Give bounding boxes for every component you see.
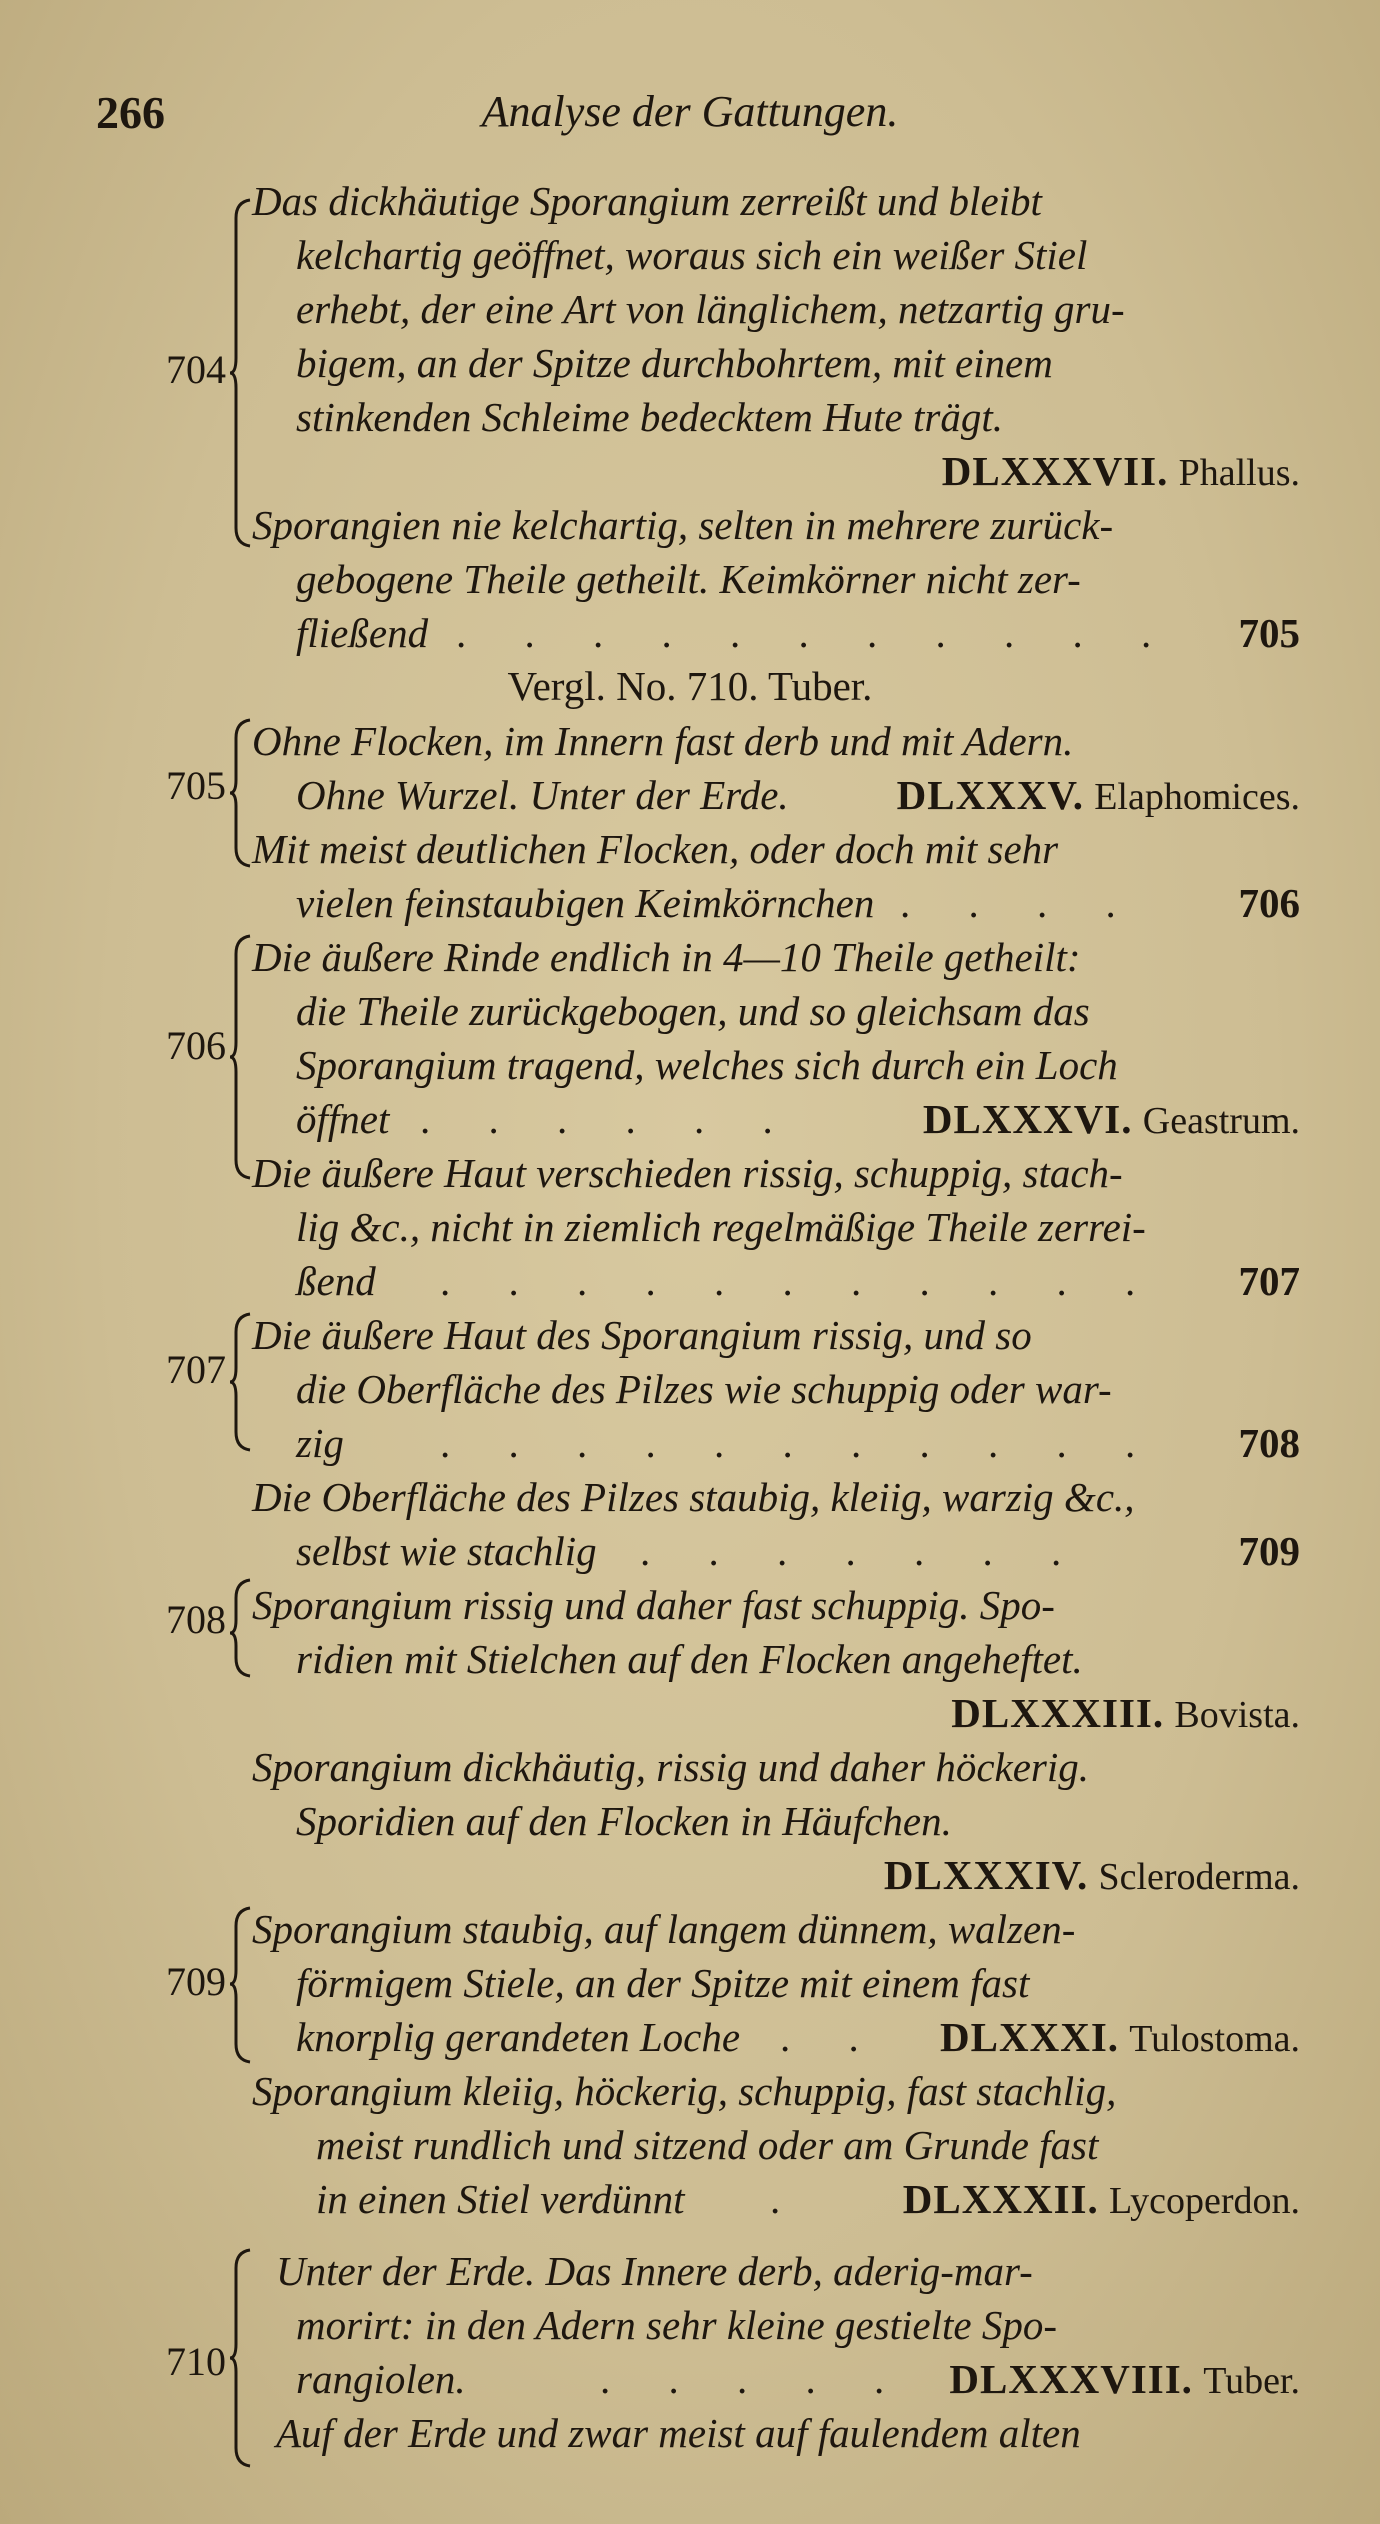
text-line: Mit meist deutlichen Flocken, oder doch mit sehr	[252, 826, 1059, 872]
text-line: stinkenden Schleime bedecktem Hute trägt.	[296, 394, 1003, 440]
text-line: Ohne Wurzel. Unter der Erde.	[296, 772, 789, 818]
genus-number: DLXXXIV.	[883, 1852, 1089, 1898]
text-line: lig &c., nicht in ziemlich regelmäßige Theile zerrei-	[296, 1204, 1146, 1250]
text-line: Sporangium rissig und daher fast schuppig. Spo-	[252, 1582, 1055, 1628]
couplet-number-708: 708	[166, 1597, 226, 1642]
text-line: die Theile zurückgebogen, und so gleichsam das	[296, 988, 1090, 1034]
genus-number: DLXXXIII.	[951, 1690, 1165, 1736]
text-line: Unter der Erde. Das Innere derb, aderig-mar-	[276, 2248, 1033, 2294]
text-line: in einen Stiel verdünnt	[316, 2176, 685, 2222]
text-line: die Oberfläche des Pilzes wie schuppig oder war-	[296, 1366, 1112, 1412]
genus-name: Phallus.	[1178, 452, 1300, 494]
text-line: meist rundlich und sitzend oder am Grunde fast	[316, 2122, 1099, 2168]
brace-708	[228, 1528, 254, 1678]
text-line: selbst wie stachlig	[296, 1528, 597, 1574]
text-line: gebogene Theile getheilt. Keimkörner nicht zer-	[296, 556, 1081, 602]
couplet-reference: 707	[1238, 1258, 1300, 1304]
genus-number: DLXXXVIII.	[949, 2356, 1193, 2402]
couplet-reference: 705	[1238, 610, 1300, 656]
text-line: öffnet	[296, 1096, 390, 1142]
cross-reference: Vergl. No. 710. Tuber.	[507, 663, 873, 709]
text-line: Sporangien nie kelchartig, selten in mehrere zurück-	[252, 502, 1114, 548]
genus-name: Scleroderma.	[1098, 1856, 1300, 1898]
genus-name: Lycoperdon.	[1108, 2180, 1300, 2222]
text-line: ridien mit Stielchen auf den Flocken angeheftet.	[296, 1636, 1083, 1682]
page-number: 266	[96, 87, 165, 138]
text-line: vielen feinstaubigen Keimkörnchen	[296, 880, 875, 926]
leader-dots: . . . . . . .	[640, 1528, 1086, 1574]
text-line: Sporangium dickhäutig, rissig und daher höckerig.	[252, 1744, 1090, 1790]
text-line: Die äußere Haut verschieden rissig, schuppig, stach-	[252, 1150, 1123, 1196]
leader-dots: . . . . . . . . . . .	[440, 1258, 1160, 1304]
genus-number: DLXXXII.	[902, 2176, 1099, 2222]
text-line: zig	[296, 1420, 344, 1466]
brace-710	[228, 2248, 254, 2494]
brace-706	[228, 934, 254, 1180]
couplet-reference: 709	[1238, 1528, 1300, 1574]
leader-dots: . . . . . .	[420, 1096, 797, 1142]
text-line: kelchartig geöffnet, woraus sich ein weißer Stiel	[296, 232, 1088, 278]
genus-number: DLXXXV.	[896, 772, 1084, 818]
text-line: förmigem Stiele, an der Spitze mit einem fast	[296, 1960, 1030, 2006]
couplet-number-705: 705	[166, 763, 226, 808]
genus-entry	[949, 2354, 1300, 2406]
couplet-number-710: 710	[166, 2339, 226, 2384]
genus-name: Elaphomices.	[1094, 776, 1300, 818]
couplet-number-704: 704	[166, 347, 226, 392]
leader-dots: . . . . . . . . . . .	[456, 610, 1176, 656]
text-line: Sporidien auf den Flocken in Häufchen.	[296, 1798, 952, 1844]
text-line: Auf der Erde und zwar meist auf faulendem alten	[276, 2410, 1081, 2456]
genus-entry	[940, 2012, 1300, 2064]
genus-name: Tulostoma.	[1129, 2018, 1300, 2060]
text-line: Die äußere Rinde endlich in 4—10 Theile getheilt:	[252, 934, 1081, 980]
brace-704	[228, 198, 254, 548]
text-line: Ohne Flocken, im Innern fast derb und mit Adern.	[252, 718, 1074, 764]
text-line: Sporangium staubig, auf langem dünnem, walzen-	[252, 1906, 1076, 1952]
running-title: Analyse der Gattungen.	[481, 87, 899, 136]
text-line: Die äußere Haut des Sporangium rissig, und so	[252, 1312, 1032, 1358]
leader-dots: .	[770, 2176, 805, 2222]
genus-entry	[897, 770, 1300, 822]
genus-number: DLXXXVII.	[941, 448, 1169, 494]
brace-705	[228, 718, 254, 868]
couplet-reference: 708	[1238, 1420, 1300, 1466]
text-line: Die Oberfläche des Pilzes staubig, kleiig, warzig &c.,	[252, 1474, 1135, 1520]
genus-name: Geastrum.	[1142, 1100, 1300, 1142]
genus-name: Bovista.	[1174, 1694, 1300, 1736]
text-line: erhebt, der eine Art von länglichem, netzartig gru-	[296, 286, 1125, 332]
leader-dots: . . . . . . . . . . .	[440, 1420, 1160, 1466]
text-line: Sporangium tragend, welches sich durch ein Loch	[296, 1042, 1118, 1088]
text-line: fließend	[296, 610, 429, 656]
genus-entry	[951, 1688, 1300, 1740]
genus-entry	[903, 2174, 1300, 2226]
text-line: rangiolen.	[296, 2356, 466, 2402]
couplet-reference: 706	[1238, 880, 1300, 926]
text-line: morirt: in den Adern sehr kleine gestielte Spo-	[296, 2302, 1058, 2348]
leader-dots: . . . .	[900, 880, 1140, 926]
brace-707	[228, 1312, 254, 1452]
text-line: ßend	[296, 1258, 376, 1304]
genus-entry	[942, 446, 1300, 498]
text-line: bigem, an der Spitze durchbohrtem, mit einem	[296, 340, 1053, 386]
couplet-number-706: 706	[166, 1023, 226, 1068]
genus-number: DLXXXVI.	[922, 1096, 1133, 1142]
text-line: Das dickhäutige Sporangium zerreißt und bleibt	[252, 178, 1042, 224]
genus-entry	[923, 1094, 1300, 1146]
genus-entry	[884, 1850, 1300, 1902]
leader-dots: . .	[780, 2014, 883, 2060]
genus-name: Tuber.	[1203, 2360, 1300, 2402]
leader-dots: . . . . .	[600, 2356, 909, 2402]
genus-number: DLXXXI.	[940, 2014, 1120, 2060]
couplet-number-707: 707	[166, 1347, 226, 1392]
text-line: knorplig gerandeten Loche	[296, 2014, 741, 2060]
text-line: Sporangium kleiig, höckerig, schuppig, fast stachlig,	[252, 2068, 1117, 2114]
brace-709	[228, 1844, 254, 2108]
couplet-number-709: 709	[166, 1959, 226, 2004]
